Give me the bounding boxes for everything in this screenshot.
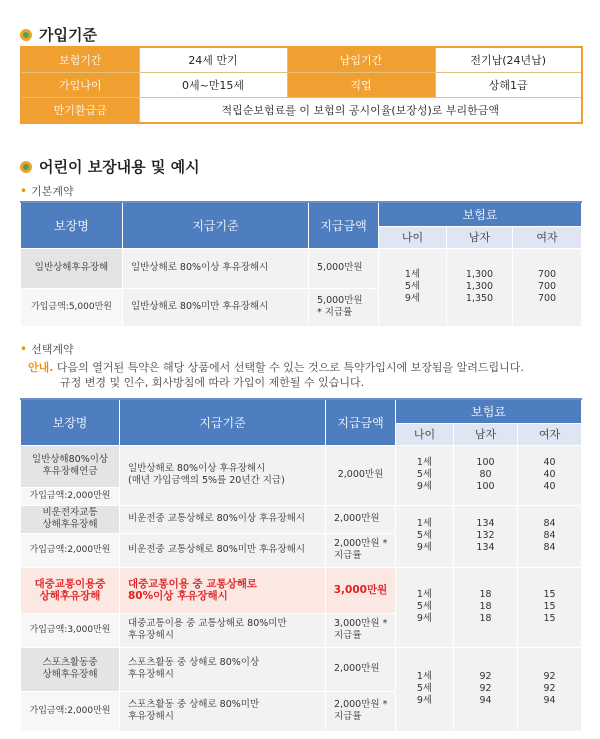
header-amount: 지급금액 xyxy=(326,399,396,445)
criteria-1: 일반상해로 80%이상 후유장해시 xyxy=(123,248,309,288)
join-amount: 가입금액:2,000만원 xyxy=(21,691,120,731)
header-criteria: 지급기준 xyxy=(120,399,326,445)
female-premium: 92 92 94 xyxy=(518,647,582,731)
coverage-name: 비운전자교통 상해후유장해 xyxy=(21,505,120,533)
amount-1: 2,000만원 xyxy=(326,445,396,505)
subtitle-basic: • 기본계약 xyxy=(20,184,74,198)
female-premium: 84 84 84 xyxy=(518,505,582,567)
header-male: 남자 xyxy=(454,423,518,445)
ages: 1세 5세 9세 xyxy=(396,647,454,731)
header-female: 여자 xyxy=(518,423,582,445)
amount-1: 2,000만원 xyxy=(326,505,396,533)
header-criteria: 지급기준 xyxy=(123,202,309,248)
join-amount: 가입금액:2,000만원 xyxy=(21,533,120,567)
amount-2: 3,000만원 * 지급률 xyxy=(326,613,396,647)
ages: 1세 5세 9세 xyxy=(396,567,454,647)
female-premium: 15 15 15 xyxy=(518,567,582,647)
male-premium: 100 80 100 xyxy=(454,445,518,505)
bullet-icon xyxy=(20,161,32,173)
header-age: 나이 xyxy=(379,226,447,248)
label-maturity-refund: 만기환급금 xyxy=(21,98,139,124)
label-age: 가입나이 xyxy=(21,73,139,98)
criteria-2: 대중교통이용 중 교통상해로 80%미만 후유장해시 xyxy=(120,613,326,647)
section-title-join: 가입기준 xyxy=(20,24,97,45)
criteria-1: 스포츠활동 중 상해로 80%이상 후유장해시 xyxy=(120,647,326,691)
label-period: 보험기간 xyxy=(21,47,139,73)
female-premium: 40 40 40 xyxy=(518,445,582,505)
header-name: 보장명 xyxy=(21,399,120,445)
header-premium: 보험료 xyxy=(396,399,582,423)
join-amount: 가입금액:2,000만원 xyxy=(21,487,120,505)
criteria-1: 일반상해로 80%이상 후유장해시 (매년 가입금액의 5%를 20년간 지급) xyxy=(120,445,326,505)
header-female: 여자 xyxy=(513,226,582,248)
basic-coverage-table xyxy=(20,201,582,327)
ages: 1세 5세 9세 xyxy=(396,445,454,505)
coverage-name: 일반상해80%이상 후유장해연금 xyxy=(21,445,120,487)
criteria-2: 스포츠활동 중 상해로 80%미만 후유장해시 xyxy=(120,691,326,731)
coverage-name-highlight: 대중교통이용중 상해후유장해 xyxy=(21,567,120,613)
amount-1: 5,000만원 xyxy=(309,248,379,288)
header-male: 남자 xyxy=(447,226,513,248)
header-premium: 보험료 xyxy=(379,202,582,226)
amount-1-highlight: 3,000만원 xyxy=(326,567,396,613)
label-job: 직업 xyxy=(287,73,435,98)
male-premium: 134 132 134 xyxy=(454,505,518,567)
amount-2: 2,000만원 * 지급률 xyxy=(326,691,396,731)
subtitle-optional: • 선택계약 xyxy=(20,342,74,356)
male-premium: 1,300 1,300 1,350 xyxy=(447,248,513,326)
label-pay-period: 납입기간 xyxy=(287,47,435,73)
coverage-name: 일반상해후유장해 xyxy=(21,248,123,288)
value-maturity-refund: 적립순보험료를 이 보험의 공시이율(보장성)로 부리한금액 xyxy=(139,98,582,124)
male-premium: 92 92 94 xyxy=(454,647,518,731)
value-job: 상해1급 xyxy=(435,73,582,98)
join-amount: 가입금액:5,000만원 xyxy=(21,288,123,326)
value-pay-period: 전기납(24년납) xyxy=(435,47,582,73)
criteria-2: 비운전중 교통상해로 80%미만 후유장해시 xyxy=(120,533,326,567)
header-amount: 지급금액 xyxy=(309,202,379,248)
amount-2: 5,000만원 * 지급률 xyxy=(309,288,379,326)
header-name: 보장명 xyxy=(21,202,123,248)
criteria-1-highlight: 대중교통이용 중 교통상해로 80%이상 후유장해시 xyxy=(120,567,326,613)
amount-2: 2,000만원 * 지급률 xyxy=(326,533,396,567)
male-premium: 18 18 18 xyxy=(454,567,518,647)
criteria-2: 일반상해로 80%미만 후유장해시 xyxy=(123,288,309,326)
amount-1: 2,000만원 xyxy=(326,647,396,691)
join-criteria-table xyxy=(20,46,583,124)
criteria-1: 비운전중 교통상해로 80%이상 후유장해시 xyxy=(120,505,326,533)
optional-coverage-table xyxy=(20,398,582,732)
ages: 1세 5세 9세 xyxy=(396,505,454,567)
section-title-coverage: 어린이 보장내용 및 예시 xyxy=(20,156,200,177)
join-amount: 가입금액:3,000만원 xyxy=(21,613,120,647)
notice-text: 안내. 다음의 열거된 특약은 해당 상품에서 선택할 수 있는 것으로 특약가입시에 보장됨을 알려드립니다. 규정 변경 및 인수, 회사방침에 따라 가입이 제한될 수 있습니다. xyxy=(28,361,524,389)
coverage-name: 스포츠활동중 상해후유장해 xyxy=(21,647,120,691)
header-age: 나이 xyxy=(396,423,454,445)
ages: 1세 5세 9세 xyxy=(379,248,447,326)
female-premium: 700 700 700 xyxy=(513,248,582,326)
value-age: 0세~만15세 xyxy=(139,73,287,98)
bullet-icon xyxy=(20,29,32,41)
value-period: 24세 만기 xyxy=(139,47,287,73)
